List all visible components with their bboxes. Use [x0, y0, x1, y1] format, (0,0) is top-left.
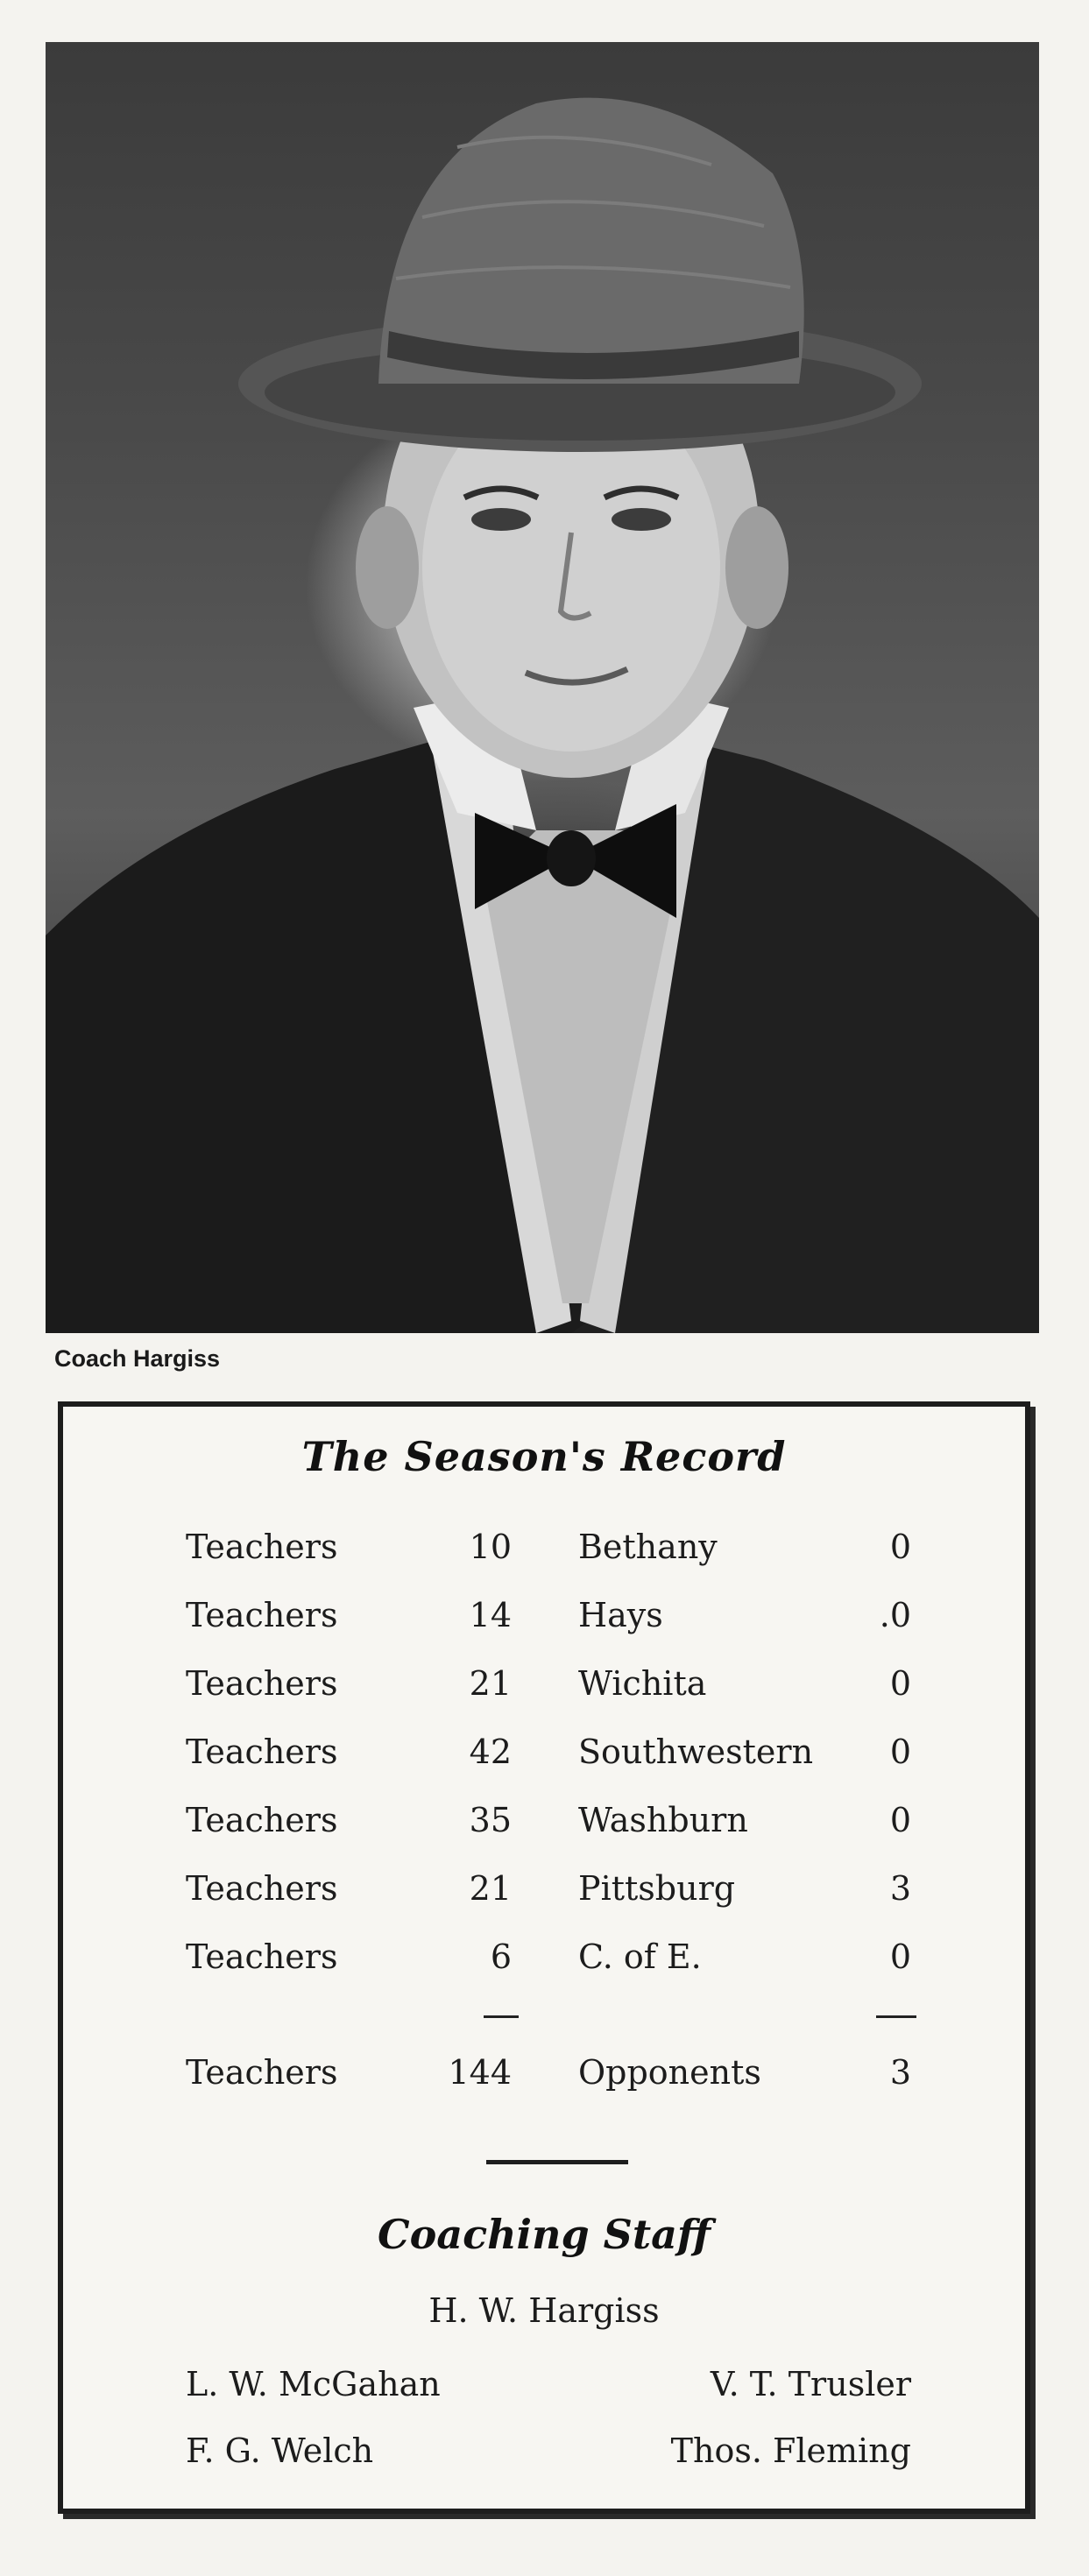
team-name: Teachers	[186, 1937, 338, 1976]
game-row	[63, 1930, 1025, 1983]
opponent-score: 0	[889, 1733, 911, 1771]
team-name: Teachers	[186, 1596, 338, 1634]
staff-name: L. W. McGahan	[186, 2365, 441, 2403]
coach-photo	[46, 42, 1039, 1333]
opponent-name: C. of E.	[578, 1937, 702, 1976]
team-score: 35	[469, 1801, 512, 1839]
team-name: Teachers	[186, 1733, 338, 1771]
total-row	[63, 2046, 1025, 2099]
team-score: 10	[469, 1528, 512, 1566]
team-name: Teachers	[186, 1664, 338, 1703]
team-score: 42	[469, 1733, 512, 1771]
photo-caption: Coach Hargiss	[54, 1345, 221, 1372]
opponent-name: Hays	[578, 1596, 663, 1634]
game-row	[63, 1726, 1025, 1778]
team-name: Teachers	[186, 1528, 338, 1566]
team-total-score: 144	[448, 2053, 512, 2092]
opponent-total-score: 3	[889, 2053, 911, 2092]
team-name: Teachers	[186, 2053, 338, 2092]
opponent-score: 0	[889, 1664, 911, 1703]
team-score: 21	[469, 1869, 512, 1908]
game-row	[63, 1521, 1025, 1573]
opponent-label: Opponents	[578, 2053, 761, 2092]
opponent-name: Bethany	[578, 1528, 718, 1566]
opponent-name: Washburn	[578, 1801, 748, 1839]
game-row	[63, 1589, 1025, 1641]
opponent-name: Southwestern	[578, 1733, 814, 1771]
coaching-staff-title: Coaching Staff	[378, 2211, 711, 2258]
game-row	[63, 1862, 1025, 1915]
season-record-title: The Season's Record	[301, 1433, 787, 1480]
opponent-score: 0	[889, 1528, 911, 1566]
opponent-name: Wichita	[578, 1664, 707, 1703]
head-coach-name: H. W. Hargiss	[428, 2291, 660, 2330]
game-row	[63, 1657, 1025, 1710]
portrait-illustration	[46, 42, 1039, 1333]
team-score: 6	[490, 1937, 512, 1976]
season-record-box	[58, 1401, 1030, 2514]
opponent-score: 0	[889, 1937, 911, 1976]
score-total-rule	[484, 2015, 519, 2018]
team-name: Teachers	[186, 1869, 338, 1908]
staff-name: Thos. Fleming	[670, 2431, 911, 2470]
staff-name: V. T. Trusler	[710, 2365, 911, 2403]
team-score: 21	[469, 1664, 512, 1703]
opponent-total-rule	[876, 2015, 916, 2018]
opponent-score: .0	[879, 1596, 911, 1634]
team-name: Teachers	[186, 1801, 338, 1839]
section-divider	[486, 2160, 628, 2164]
game-row	[63, 1794, 1025, 1846]
opponent-name: Pittsburg	[578, 1869, 736, 1908]
staff-name: F. G. Welch	[186, 2431, 374, 2470]
opponent-score: 0	[889, 1801, 911, 1839]
opponent-score: 3	[889, 1869, 911, 1908]
team-score: 14	[469, 1596, 512, 1634]
